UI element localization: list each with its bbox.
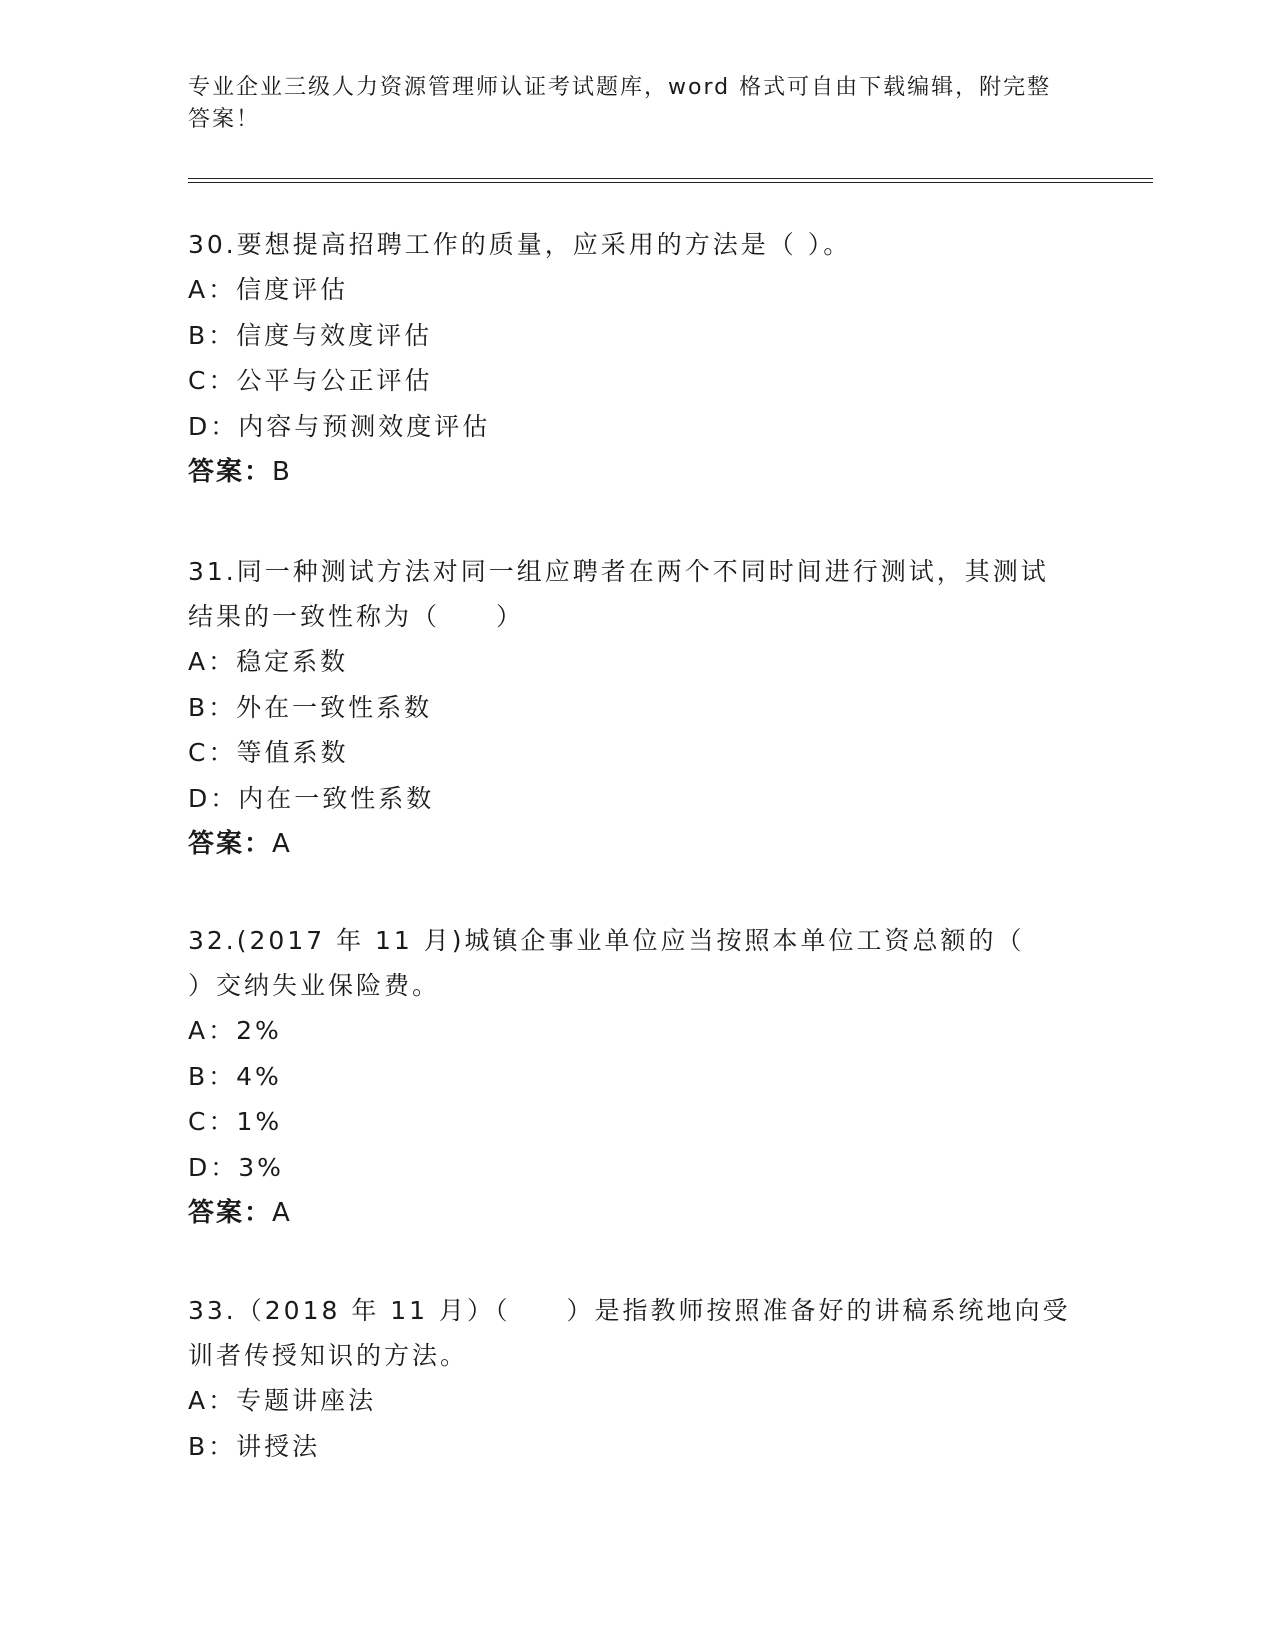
question-stem: 30.要想提高招聘工作的质量，应采用的方法是（ ）。: [188, 230, 852, 259]
option-a: A：信度评估: [188, 275, 349, 304]
answer-label: 答案：: [188, 457, 273, 487]
question-stem-continued: 结果的一致性称为（ ）: [188, 602, 525, 631]
page-header: [188, 72, 1068, 136]
answer-label: 答案：: [188, 1198, 273, 1228]
question-stem-continued: 训者传授知识的方法。: [188, 1341, 469, 1370]
question-stem: 32.(2017 年 11 月)城镇企事业单位应当按照本单位工资总额的（: [188, 926, 1025, 955]
option-b: B：信度与效度评估: [188, 320, 433, 350]
question-stem: 33.（2018 年 11 月）（ ）是指教师按照准备好的讲稿系统地向受: [188, 1296, 1071, 1325]
answer-label: 答案：: [188, 829, 273, 859]
question-33: [188, 1288, 1088, 1469]
option-a: A：稳定系数: [188, 647, 349, 676]
option-a: A：专题讲座法: [188, 1386, 377, 1415]
question-31: [188, 549, 1088, 867]
option-a: A：2%: [188, 1016, 282, 1045]
question-stem: 31.同一种测试方法对同一组应聘者在两个不同时间进行测试，其测试: [188, 557, 1049, 586]
header-line-2: 答案！: [188, 107, 261, 132]
option-d: D：3%: [188, 1152, 284, 1182]
question-30: [188, 222, 1088, 495]
answer-line: [188, 449, 1088, 495]
option-d: D：内容与预测效度评估: [188, 411, 491, 441]
option-b: B：外在一致性系数: [188, 692, 433, 722]
question-stem-continued: ）交纳失业保险费。: [188, 971, 441, 1000]
option-b: B：讲授法: [188, 1431, 321, 1461]
option-c: C：公平与公正评估: [188, 366, 433, 395]
option-d: D：内在一致性系数: [188, 783, 435, 813]
question-32: [188, 918, 1088, 1236]
header-line-1: 专业企业三级人力资源管理师认证考试题库，word 格式可自由下载编辑，附完整: [188, 75, 1052, 100]
option-b: B：4%: [188, 1061, 282, 1091]
answer-line: [188, 1190, 1088, 1236]
answer-value: A: [272, 1198, 292, 1228]
option-c: C：1%: [188, 1107, 283, 1136]
option-c: C：等值系数: [188, 738, 349, 767]
answer-value: A: [272, 829, 292, 859]
answer-line: [188, 821, 1088, 867]
header-divider: [188, 178, 1153, 183]
answer-value: B: [272, 457, 292, 487]
